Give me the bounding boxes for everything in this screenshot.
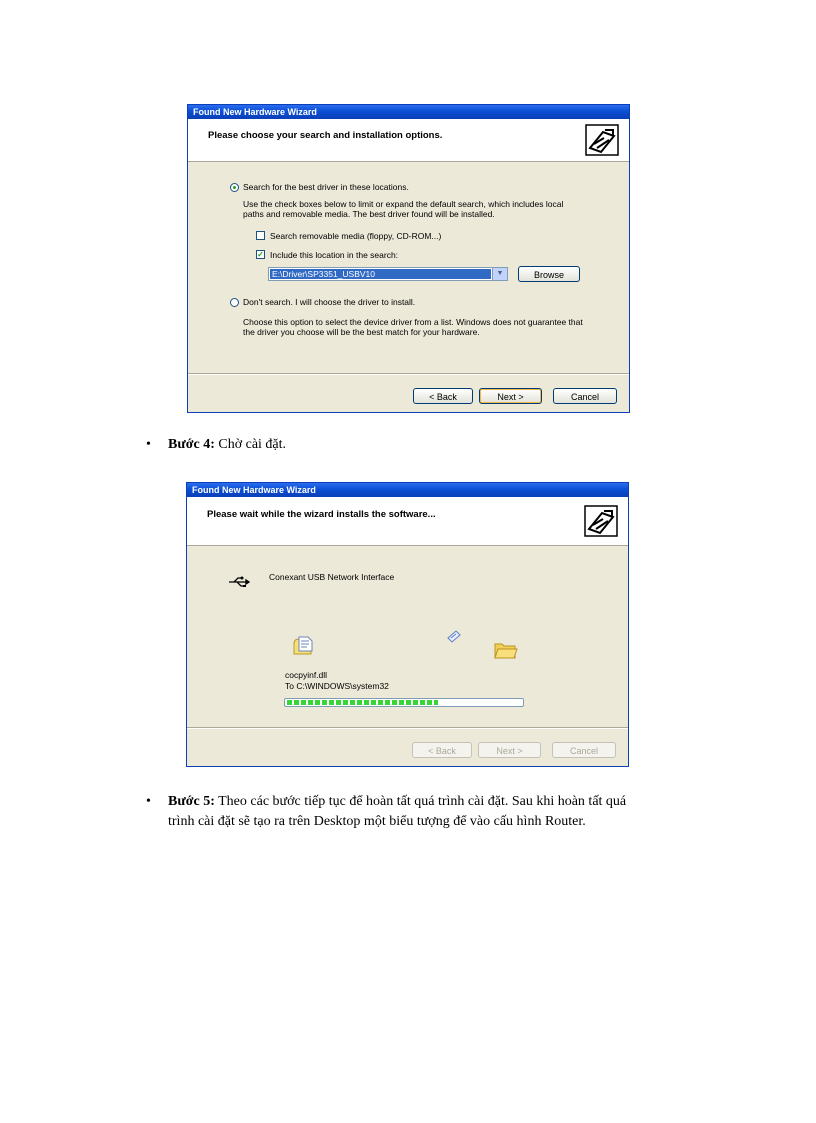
radio-dont-label: Don't search. I will choose the driver to install.	[243, 297, 416, 307]
cancel-button[interactable]: Cancel	[552, 742, 616, 758]
copy-destination: To C:\WINDOWS\system32	[285, 681, 389, 691]
wizard-dialog-installing	[186, 482, 629, 767]
step5-item	[146, 792, 746, 832]
radio-dont-search[interactable]	[230, 298, 239, 307]
location-value: E:\Driver\SP3351_USBV10	[270, 269, 491, 279]
wizard-dialog-options	[187, 104, 630, 413]
wizard-header	[187, 497, 628, 546]
document-icon	[291, 634, 315, 658]
copy-file-name: cocpyinf.dll	[285, 670, 328, 680]
radio-search-label: Search for the best driver in these locations.	[243, 182, 409, 192]
checkbox-include-location[interactable]: ✓	[257, 250, 264, 259]
back-button[interactable]: < Back	[412, 742, 472, 758]
step4-text: Chờ cài đặt.	[214, 437, 287, 452]
cancel-button[interactable]: Cancel	[553, 388, 617, 404]
checkbox-include-label: Include this location in the search:	[270, 250, 399, 260]
usb-icon	[227, 576, 253, 588]
hardware-wizard-icon	[584, 505, 618, 537]
button-separator	[188, 373, 629, 375]
chevron-down-icon[interactable]: ▼	[492, 268, 507, 280]
hardware-wizard-icon	[585, 124, 619, 156]
step4-item	[146, 435, 746, 455]
browse-button[interactable]: Browse	[518, 266, 580, 282]
search-description-line1: Use the check boxes below to limit or expand the default search, which includes local	[243, 199, 564, 209]
wizard-header-text: Please wait while the wizard installs the software...	[207, 509, 436, 520]
wizard-header	[188, 119, 629, 162]
back-button[interactable]: < Back	[413, 388, 473, 404]
bullet-marker: •	[146, 437, 151, 452]
install-progress-fill	[287, 700, 438, 705]
dont-description-line1: Choose this option to select the device driver from a list. Windows does not guarantee that	[243, 317, 583, 327]
checkbox-removable-label: Search removable media (floppy, CD-ROM...)	[270, 231, 442, 241]
dont-description-line2: the driver you choose will be the best match for your hardware.	[243, 327, 480, 337]
folder-icon	[494, 640, 518, 660]
radio-search-best-driver[interactable]	[230, 183, 239, 192]
bullet-marker: •	[146, 794, 151, 809]
wizard-titlebar: Found New Hardware Wizard	[188, 105, 629, 119]
next-button[interactable]: Next >	[479, 388, 542, 404]
install-progress-bar	[284, 698, 524, 707]
location-combobox[interactable]	[268, 267, 508, 281]
flying-paper-icon	[446, 628, 462, 644]
next-button[interactable]: Next >	[478, 742, 541, 758]
checkbox-removable-media[interactable]	[256, 231, 265, 240]
step5-line2: trình cài đặt sẽ tạo ra trên Desktop một biểu tượng để vào cấu hình Router.	[168, 814, 586, 829]
step4-label: Bước 4:	[168, 437, 215, 452]
wizard-header-text: Please choose your search and installation options.	[208, 130, 443, 141]
step5-label: Bước 5:	[168, 794, 215, 809]
button-separator	[187, 727, 628, 729]
device-name: Conexant USB Network Interface	[269, 572, 395, 582]
step5-line1: Theo các bước tiếp tục để hoàn tất quá trình cài đặt. Sau khi hoàn tất quá	[214, 794, 627, 809]
wizard-titlebar: Found New Hardware Wizard	[187, 483, 628, 497]
search-description-line2: paths and removable media. The best driver found will be installed.	[243, 209, 495, 219]
